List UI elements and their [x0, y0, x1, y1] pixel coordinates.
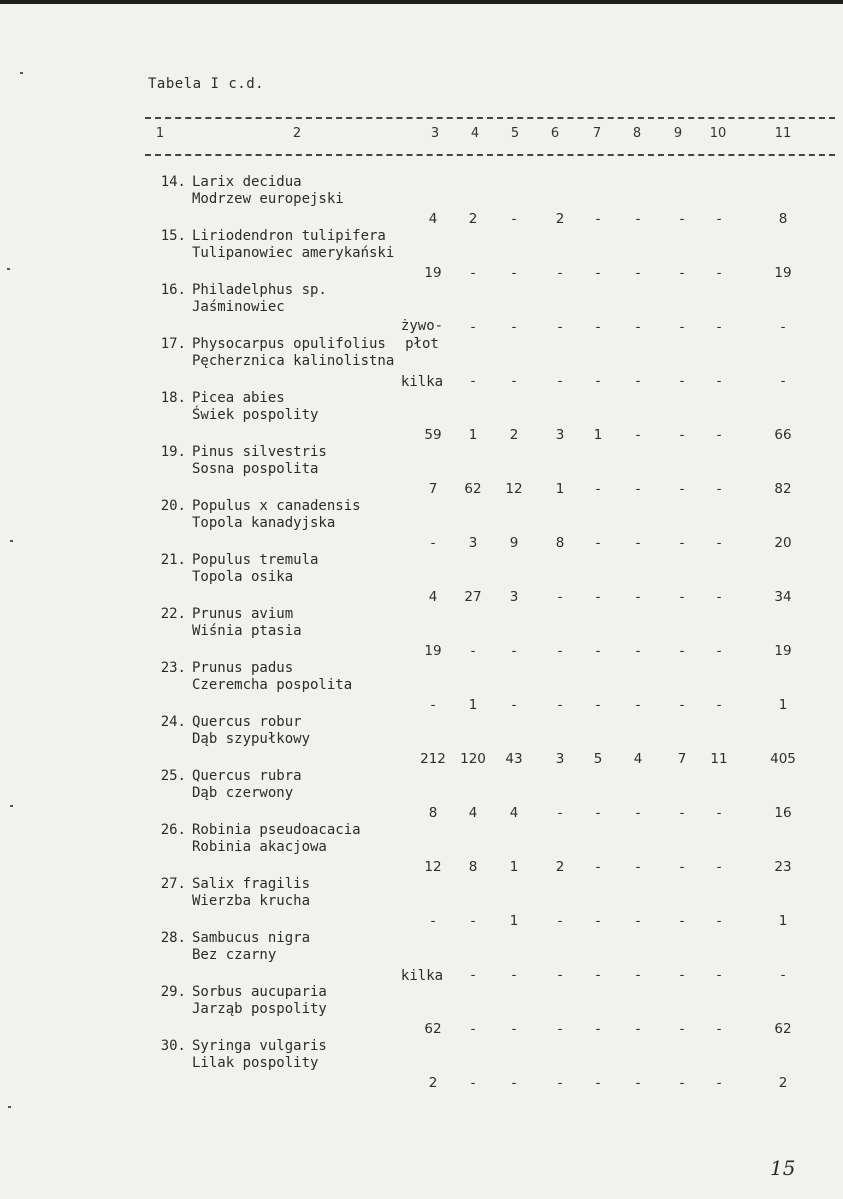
cell-value: -: [511, 319, 517, 335]
cell-value: -: [511, 373, 517, 389]
species-latin-name: Robinia pseudoacacia: [192, 822, 361, 838]
cell-value: -: [635, 697, 641, 713]
species-polish-name: Pęcherznica kalinolistna: [192, 353, 395, 369]
cell-value: -: [635, 1075, 641, 1091]
cell-value: -: [679, 1075, 685, 1091]
cell-value: 12: [424, 859, 442, 875]
cell-value: -: [557, 697, 563, 713]
cell-value: -: [470, 373, 476, 389]
cell-value: 4: [509, 805, 519, 821]
cell-value-text: kilka: [400, 374, 444, 390]
cell-value: -: [557, 265, 563, 281]
row-number: 21.: [160, 552, 186, 568]
cell-value: -: [679, 859, 685, 875]
cell-value: 7: [677, 751, 687, 767]
cell-value: 1: [509, 859, 519, 875]
cell-value: -: [511, 697, 517, 713]
cell-value: -: [679, 265, 685, 281]
cell-value: -: [679, 967, 685, 983]
cell-value: 19: [424, 265, 442, 281]
scan-speck: [20, 72, 23, 74]
cell-value: 2: [509, 427, 519, 443]
cell-value: 7: [428, 481, 438, 497]
cell-value: -: [679, 535, 685, 551]
species-latin-name: Syringa vulgaris: [192, 1038, 327, 1054]
column-header: 3: [430, 126, 440, 141]
cell-value: 5: [593, 751, 603, 767]
cell-value: -: [716, 481, 722, 497]
cell-value: -: [780, 373, 786, 389]
cell-value: 59: [424, 427, 442, 443]
cell-value: -: [557, 805, 563, 821]
cell-value: 43: [505, 751, 523, 767]
cell-value: -: [679, 589, 685, 605]
cell-value: 62: [464, 481, 482, 497]
cell-value: 3: [468, 535, 478, 551]
species-latin-name: Populus tremula: [192, 552, 319, 568]
cell-value: -: [716, 913, 722, 929]
row-number: 20.: [160, 498, 186, 514]
cell-value: 82: [774, 481, 792, 497]
cell-value: 1: [778, 913, 788, 929]
cell-value: -: [557, 967, 563, 983]
cell-value: -: [595, 481, 601, 497]
cell-value: -: [635, 373, 641, 389]
cell-value: -: [716, 589, 722, 605]
species-polish-name: Dąb szypułkowy: [192, 731, 311, 747]
row-number: 25.: [160, 768, 186, 784]
cell-value: 62: [774, 1021, 792, 1037]
row-number: 23.: [160, 660, 186, 676]
cell-value: 2: [428, 1075, 438, 1091]
row-number: 26.: [160, 822, 186, 838]
species-latin-name: Philadelphus sp.: [192, 282, 327, 298]
cell-value: -: [595, 373, 601, 389]
cell-value: 120: [460, 751, 486, 767]
row-number: 19.: [160, 444, 186, 460]
cell-value: 8: [468, 859, 478, 875]
species-latin-name: Salix fragilis: [192, 876, 311, 892]
cell-value: 34: [774, 589, 792, 605]
cell-value: -: [595, 265, 601, 281]
cell-value: -: [635, 211, 641, 227]
species-polish-name: Świek pospolity: [192, 407, 319, 423]
cell-value: -: [716, 697, 722, 713]
cell-value: 2: [555, 211, 565, 227]
species-polish-name: Sosna pospolita: [192, 461, 319, 477]
cell-value: 212: [420, 751, 446, 767]
header-bottom-rule: [145, 154, 835, 156]
cell-value: -: [470, 265, 476, 281]
cell-value: -: [595, 589, 601, 605]
column-header: 9: [673, 126, 683, 141]
cell-value: -: [470, 967, 476, 983]
cell-value: -: [430, 697, 436, 713]
cell-value: -: [557, 373, 563, 389]
species-latin-name: Liriodendron tulipifera: [192, 228, 386, 244]
cell-value: -: [557, 319, 563, 335]
cell-value: -: [679, 211, 685, 227]
cell-value: -: [557, 913, 563, 929]
species-polish-name: Jaśminowiec: [192, 299, 285, 315]
cell-value: 1: [593, 427, 603, 443]
species-polish-name: Wierzba krucha: [192, 893, 311, 909]
cell-value: -: [635, 859, 641, 875]
species-latin-name: Sorbus aucuparia: [192, 984, 327, 1000]
species-latin-name: Populus x canadensis: [192, 498, 361, 514]
column-header: 8: [632, 126, 642, 141]
cell-value: -: [430, 913, 436, 929]
species-polish-name: Topola osika: [192, 569, 294, 585]
cell-value: -: [595, 859, 601, 875]
cell-value: -: [470, 643, 476, 659]
cell-value: -: [635, 265, 641, 281]
scan-speck: [7, 268, 10, 270]
cell-value: -: [511, 643, 517, 659]
row-number: 27.: [160, 876, 186, 892]
cell-value: 8: [428, 805, 438, 821]
species-polish-name: Modrzew europejski: [192, 191, 344, 207]
cell-value: 4: [468, 805, 478, 821]
row-number: 17.: [160, 336, 186, 352]
cell-value: -: [595, 1075, 601, 1091]
row-number: 16.: [160, 282, 186, 298]
column-header: 6: [550, 126, 560, 141]
cell-value: -: [716, 265, 722, 281]
cell-value: 405: [770, 751, 796, 767]
cell-value: 3: [555, 751, 565, 767]
cell-value: -: [595, 535, 601, 551]
species-latin-name: Pinus silvestris: [192, 444, 327, 460]
cell-value: 1: [468, 427, 478, 443]
cell-value: 66: [774, 427, 792, 443]
cell-value: -: [716, 967, 722, 983]
row-number: 28.: [160, 930, 186, 946]
cell-value: -: [595, 913, 601, 929]
row-number: 15.: [160, 228, 186, 244]
cell-value: -: [595, 319, 601, 335]
species-polish-name: Lilak pospolity: [192, 1055, 319, 1071]
cell-value: -: [679, 805, 685, 821]
cell-value: -: [635, 643, 641, 659]
cell-value: 19: [774, 643, 792, 659]
cell-value: -: [679, 1021, 685, 1037]
column-header: 4: [470, 126, 480, 141]
species-polish-name: Topola kanadyjska: [192, 515, 336, 531]
cell-value: -: [679, 697, 685, 713]
cell-value: -: [716, 1075, 722, 1091]
cell-value: -: [679, 913, 685, 929]
cell-value: 19: [424, 643, 442, 659]
scan-speck: [10, 805, 13, 807]
cell-value: 1: [555, 481, 565, 497]
cell-value: -: [511, 967, 517, 983]
cell-value: 8: [778, 211, 788, 227]
cell-value: -: [470, 1021, 476, 1037]
species-polish-name: Dąb czerwony: [192, 785, 294, 801]
column-header: 2: [292, 126, 302, 141]
scan-speck: [10, 540, 13, 542]
cell-value: -: [679, 427, 685, 443]
header-top-rule: [145, 117, 835, 119]
cell-value: 3: [555, 427, 565, 443]
column-header: 10: [709, 126, 727, 141]
cell-value: 9: [509, 535, 519, 551]
cell-value: -: [511, 1075, 517, 1091]
species-latin-name: Picea abies: [192, 390, 285, 406]
cell-value: 2: [555, 859, 565, 875]
row-number: 30.: [160, 1038, 186, 1054]
cell-value: 4: [428, 589, 438, 605]
cell-value: -: [511, 265, 517, 281]
cell-value: -: [635, 319, 641, 335]
cell-value: -: [595, 805, 601, 821]
column-header: 7: [592, 126, 602, 141]
cell-value: -: [595, 643, 601, 659]
cell-value: 12: [505, 481, 523, 497]
cell-value: -: [716, 427, 722, 443]
cell-value: -: [595, 697, 601, 713]
row-number: 24.: [160, 714, 186, 730]
cell-value-text: kilka: [400, 968, 444, 984]
cell-value: 1: [509, 913, 519, 929]
cell-value: -: [557, 589, 563, 605]
cell-value: 4: [633, 751, 643, 767]
column-header: 11: [774, 126, 792, 141]
cell-value: 11: [710, 751, 728, 767]
cell-value: -: [635, 589, 641, 605]
cell-value: -: [780, 967, 786, 983]
column-header: 5: [510, 126, 520, 141]
cell-value: -: [716, 535, 722, 551]
cell-value: -: [430, 535, 436, 551]
cell-value: -: [635, 967, 641, 983]
species-latin-name: Quercus rubra: [192, 768, 302, 784]
scan-speck: [8, 1106, 11, 1108]
species-polish-name: Robinia akacjowa: [192, 839, 327, 855]
cell-value: -: [716, 643, 722, 659]
cell-value: 2: [778, 1075, 788, 1091]
row-number: 29.: [160, 984, 186, 1000]
species-latin-name: Quercus robur: [192, 714, 302, 730]
row-number: 18.: [160, 390, 186, 406]
scan-top-edge: [0, 0, 843, 4]
cell-value: 16: [774, 805, 792, 821]
cell-value: 4: [428, 211, 438, 227]
cell-value: -: [557, 643, 563, 659]
page-number: 15: [770, 1156, 796, 1180]
row-number: 22.: [160, 606, 186, 622]
cell-value: -: [679, 643, 685, 659]
cell-value: -: [635, 805, 641, 821]
species-latin-name: Sambucus nigra: [192, 930, 311, 946]
cell-value: -: [557, 1021, 563, 1037]
cell-value: -: [716, 859, 722, 875]
cell-value: 2: [468, 211, 478, 227]
cell-value: -: [595, 967, 601, 983]
column-header: 1: [155, 126, 165, 141]
cell-value: -: [511, 211, 517, 227]
cell-value: -: [635, 535, 641, 551]
species-polish-name: Bez czarny: [192, 947, 277, 963]
cell-value: 1: [778, 697, 788, 713]
cell-value: -: [716, 1021, 722, 1037]
cell-value: 1: [468, 697, 478, 713]
species-latin-name: Prunus avium: [192, 606, 294, 622]
cell-value: 19: [774, 265, 792, 281]
cell-value: -: [511, 1021, 517, 1037]
table-caption: Tabela I c.d.: [148, 76, 265, 92]
species-latin-name: Larix decidua: [192, 174, 302, 190]
cell-value: -: [679, 481, 685, 497]
cell-value: 8: [555, 535, 565, 551]
cell-value: -: [716, 319, 722, 335]
cell-value: -: [635, 913, 641, 929]
cell-value: -: [595, 211, 601, 227]
cell-value: -: [557, 1075, 563, 1091]
cell-value-text: żywo- płot: [400, 318, 444, 352]
cell-value: -: [470, 913, 476, 929]
cell-value: -: [716, 211, 722, 227]
cell-value: 3: [509, 589, 519, 605]
cell-value: 62: [424, 1021, 442, 1037]
cell-value: 20: [774, 535, 792, 551]
species-polish-name: Wiśnia ptasia: [192, 623, 302, 639]
cell-value: -: [679, 319, 685, 335]
species-polish-name: Jarząb pospolity: [192, 1001, 327, 1017]
cell-value: -: [635, 481, 641, 497]
species-polish-name: Tulipanowiec amerykański: [192, 245, 395, 261]
cell-value: -: [635, 1021, 641, 1037]
species-polish-name: Czeremcha pospolita: [192, 677, 353, 693]
row-number: 14.: [160, 174, 186, 190]
cell-value: -: [716, 805, 722, 821]
cell-value: -: [679, 373, 685, 389]
cell-value: -: [470, 1075, 476, 1091]
cell-value: -: [470, 319, 476, 335]
species-latin-name: Physocarpus opulifolius: [192, 336, 386, 352]
species-latin-name: Prunus padus: [192, 660, 294, 676]
cell-value: -: [716, 373, 722, 389]
cell-value: 27: [464, 589, 482, 605]
cell-value: -: [780, 319, 786, 335]
cell-value: -: [595, 1021, 601, 1037]
cell-value: -: [635, 427, 641, 443]
cell-value: 23: [774, 859, 792, 875]
